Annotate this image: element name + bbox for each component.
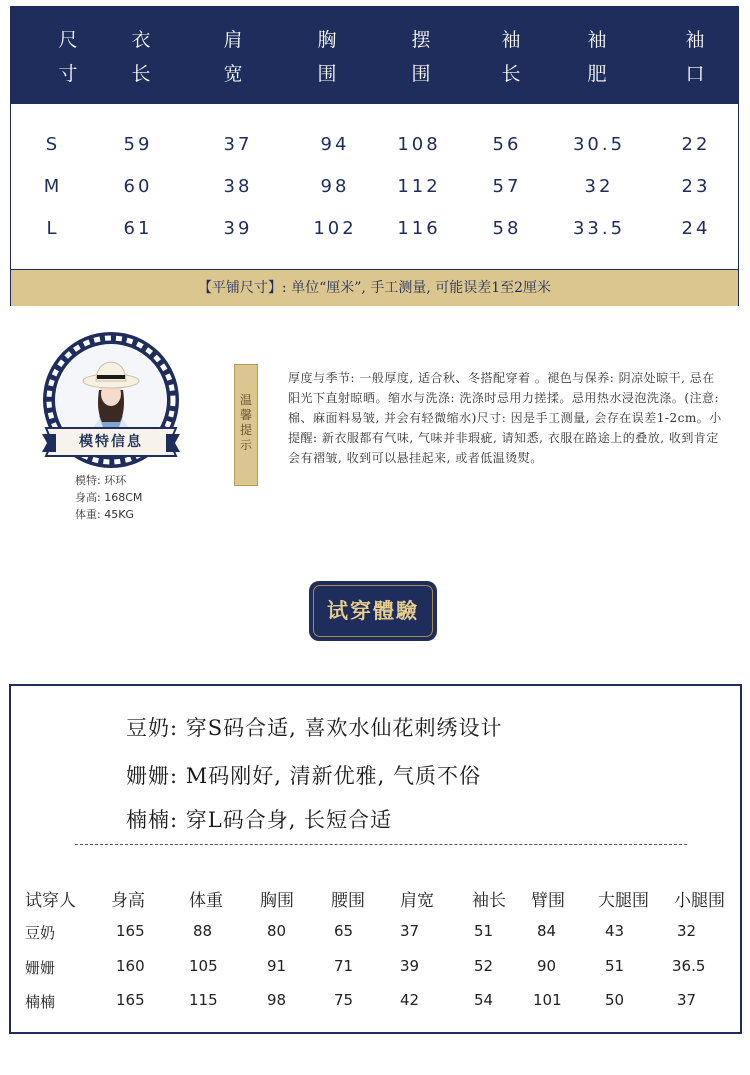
size-row-l	[11, 218, 738, 248]
header-hem: 摆 围	[411, 29, 431, 85]
tips-text: 厚度与季节: 一般厚度, 适合秋、冬搭配穿着 。褪色与保养: 阴凉处晾干, 忌在阳光下直射晾晒。缩水与洗涤: 洗涤时忌用力搓揉。忌用热水浸泡洗涤。(注意: 棉、麻面料易皱, 并会有轻微缩水)尺寸: 因是手工测量, 会存在误差1-2cm。小提醒: 新衣服都有气味, 气味并非瑕疵, 请知悉, 衣服在路途上的叠放, 收到肯定会有褶皱, 收到可以悬挂起来, 或者低温烫熨。	[288, 371, 722, 465]
try-on-quote: 楠楠: 穿L码合身, 长短合适	[126, 808, 393, 832]
trial-header: 体重	[189, 891, 223, 911]
trial-cell: 160	[116, 957, 145, 975]
trial-cell: 姗姗	[25, 959, 56, 977]
size-cell: 23	[681, 176, 711, 197]
trial-cell: 115	[189, 991, 218, 1009]
size-cell: 22	[681, 134, 711, 155]
size-cell: 112	[397, 176, 441, 197]
trial-cell: 80	[267, 922, 287, 940]
try-on-quote: 姗姗: M码刚好, 清新优雅, 气质不俗	[126, 764, 481, 788]
trial-cell: 101	[533, 991, 562, 1009]
trial-cell: 36.5	[672, 957, 706, 975]
trial-cell: 91	[267, 957, 287, 975]
trial-header: 大腿围	[598, 891, 649, 911]
size-cell: 94	[320, 134, 350, 155]
trial-header: 腰围	[331, 891, 365, 911]
header-sleeve-width: 袖 肥	[587, 29, 607, 85]
size-cell: 32	[584, 176, 614, 197]
try-on-quote: 豆奶: 穿S码合适, 喜欢水仙花刺绣设计	[126, 716, 503, 740]
try-on-title-banner	[309, 581, 437, 641]
size-chart	[10, 6, 739, 306]
size-cell: 37	[223, 134, 253, 155]
size-row-m	[11, 176, 738, 206]
size-cell: 108	[397, 134, 441, 155]
size-cell: 60	[123, 176, 153, 197]
trial-cell: 32	[677, 922, 697, 940]
trial-cell: 42	[400, 991, 420, 1009]
try-on-title: 试穿體驗	[327, 598, 419, 623]
header-sleeve-length: 袖 长	[501, 29, 521, 85]
size-label: L	[46, 218, 60, 239]
size-cell: 98	[320, 176, 350, 197]
model-badge-label: 模特信息	[79, 434, 143, 450]
size-cell: 58	[492, 218, 522, 239]
model-height: 身高: 168CM	[75, 491, 143, 504]
size-label: S	[45, 134, 61, 155]
size-cell: 102	[313, 218, 357, 239]
model-info	[75, 472, 142, 523]
trial-cell: 50	[605, 991, 625, 1009]
trial-header: 小腿围	[674, 891, 725, 911]
trial-cell: 165	[116, 991, 145, 1009]
trial-cell: 84	[537, 922, 557, 940]
trial-cell: 43	[605, 922, 625, 940]
size-cell: 57	[492, 176, 522, 197]
header-shoulder: 肩 宽	[223, 29, 243, 85]
trial-header: 胸围	[260, 891, 294, 911]
size-cell: 59	[123, 134, 153, 155]
trial-cell: 37	[677, 991, 697, 1009]
size-cell: 116	[397, 218, 441, 239]
trial-cell: 楠楠	[25, 993, 56, 1011]
trial-cell: 51	[605, 957, 625, 975]
header-cuff: 袖 口	[685, 29, 705, 85]
trial-header: 身高	[111, 891, 145, 911]
try-on-section	[9, 684, 742, 1034]
trial-cell: 52	[474, 957, 494, 975]
trial-cell: 54	[474, 991, 494, 1009]
size-cell: 24	[681, 218, 711, 239]
size-cell: 38	[223, 176, 253, 197]
trial-cell: 75	[334, 991, 354, 1009]
trial-cell: 105	[189, 957, 218, 975]
trial-header: 肩宽	[400, 891, 434, 911]
trial-cell: 39	[400, 957, 420, 975]
trial-cell: 71	[334, 957, 354, 975]
size-cell: 39	[223, 218, 253, 239]
size-cell: 56	[492, 134, 522, 155]
size-note: 【平铺尺寸】: 单位“厘米”, 手工测量, 可能误差1至2厘米	[11, 269, 738, 306]
size-cell: 33.5	[572, 218, 626, 239]
size-label: M	[43, 176, 63, 197]
trial-cell: 88	[193, 922, 213, 940]
size-row-s	[11, 134, 738, 164]
trial-cell: 51	[474, 922, 494, 940]
trial-header: 袖长	[472, 891, 506, 911]
trial-cell: 165	[116, 922, 145, 940]
header-chest: 胸 围	[317, 29, 337, 85]
model-weight: 体重: 45KG	[75, 508, 134, 521]
header-size: 尺 寸	[58, 29, 78, 85]
trial-cell: 90	[537, 957, 557, 975]
trial-cell: 豆奶	[25, 924, 56, 942]
size-cell: 30.5	[572, 134, 626, 155]
model-badge	[36, 330, 186, 470]
trial-cell: 65	[334, 922, 354, 940]
size-chart-header	[11, 7, 738, 104]
tips-tag: 温馨提示	[234, 364, 258, 486]
model-name: 模特: 环环	[75, 474, 127, 487]
trial-header: 臂围	[531, 891, 565, 911]
divider	[75, 844, 687, 845]
size-cell: 61	[123, 218, 153, 239]
header-length: 衣 长	[131, 29, 151, 85]
trial-cell: 98	[267, 991, 287, 1009]
trial-cell: 37	[400, 922, 420, 940]
trial-header: 试穿人	[25, 891, 76, 911]
